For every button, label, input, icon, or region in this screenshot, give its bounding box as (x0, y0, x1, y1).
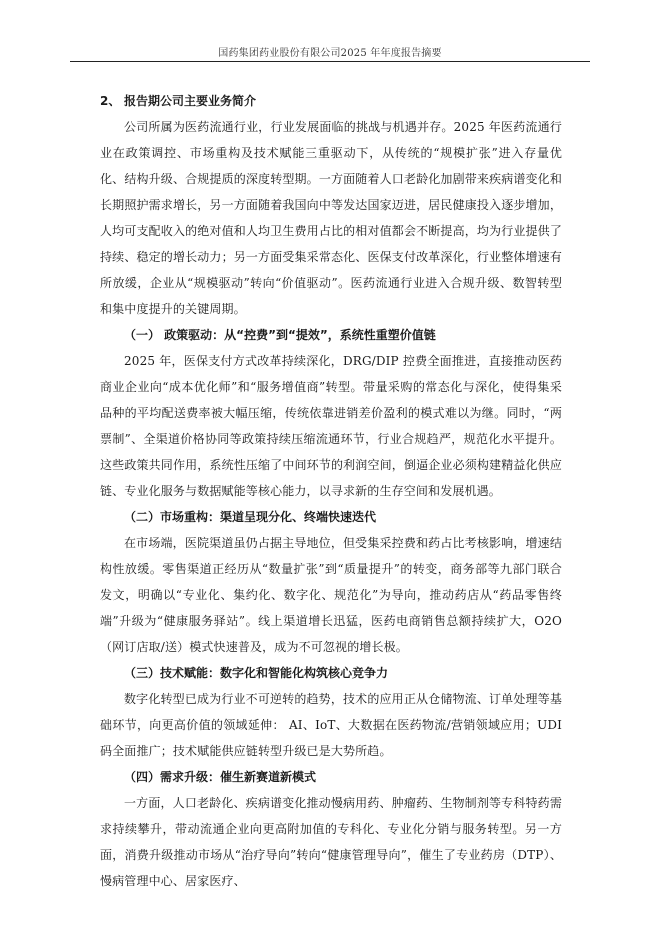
tech-heading: （三）技术赋能：数字化和智能化构筑核心竞争力 (124, 666, 389, 680)
page-header: 国药集团药业股份有限公司2025 年年度报告摘要 (218, 48, 442, 59)
header-divider (70, 61, 590, 62)
policy-heading: （一） 政策驱动：从“控费”到“提效”，系统性重塑价值链 (124, 328, 436, 342)
policy-paragraph: 2025 年，医保支付方式改革持续深化，DRG/DIP 控费全面推进，直接推动医药商业企业向“成本优化师”和“服务增值商”转型。带量采购的常态化与深化，使得集采品种的平均配送费率被大幅压缩，传统依靠进销差价盈利的模式难以为继。同时，“两票制”、全渠道价格协同等政策持续压缩流通环节，行业合规趋严，规范化水平提升。这些政策共同作用，系统性压缩了中间环节的利润空间，倒逼企业必须构建精益化供应链、专业化服务与数据赋能等核心能力，以寻求新的生存空间和发展机遇。 (100, 354, 562, 498)
demand-heading: （四）需求升级：催生新赛道新模式 (124, 770, 317, 784)
section-heading (100, 88, 562, 114)
tech-paragraph: 数字化转型已成为行业不可逆转的趋势，技术的应用正从仓储物流、订单处理等基础环节，向更高价值的领域延伸： AI、IoT、大数据在医药物流/营销领域应用；UDI 码全面推广；技术赋能供应链转型升级已是大势所趋。 (100, 692, 562, 758)
intro-paragraph: 公司所属为医药流通行业，行业发展面临的挑战与机遇并存。2025 年医药流通行业在政策调控、市场重构及技术赋能三重驱动下，从传统的“规模扩张”进入存量优化、结构升级、合规提质的深度转型期。一方面随着人口老龄化加剧带来疾病谱变化和长期照护需求增长，另一方面随着我国向中等发达国家迈进，居民健康投入逐步增加，人均可支配收入的绝对值和人均卫生费用占比的相对值都会不断提高，均为行业提供了持续、稳定的增长动力；另一方面受集采常态化、医保支付改革深化，行业整体增速有所放缓，企业从“规模驱动”转向“价值驱动”。医药流通行业进入合规升级、数智转型和集中度提升的关键周期。 (100, 120, 562, 316)
demand-paragraph: 一方面，人口老龄化、疾病谱变化推动慢病用药、肿瘤药、生物制剂等专科特药需求持续攀升，带动流通企业向更高附加值的专科化、专业化分销与服务转型。另一方面，消费升级推动市场从“治疗导向”转向“健康管理导向”，催生了专业药房（DTP）、慢病管理中心、居家医疗、 (100, 796, 562, 888)
market-paragraph: 在市场端，医院渠道虽仍占据主导地位，但受集采控费和药占比考核影响，增速结构性放缓。零售渠道正经历从“数量扩张”到“质量提升”的转变，商务部等九部门联合发文，明确以“专业化、集约化、数字化、规范化”为导向，推动药店从“药品零售终端”升级为“健康服务驿站”。线上渠道增长迅猛，医药电商销售总额持续扩大，O2O（网订店取/送）模式快速普及，成为不可忽视的增长极。 (100, 536, 562, 654)
section-title: 报告期公司主要业务简介 (124, 94, 257, 108)
section-number: 2、 (100, 94, 121, 108)
market-heading: （二）市场重构：渠道呈现分化、终端快速迭代 (124, 510, 377, 524)
page-content (100, 88, 562, 894)
